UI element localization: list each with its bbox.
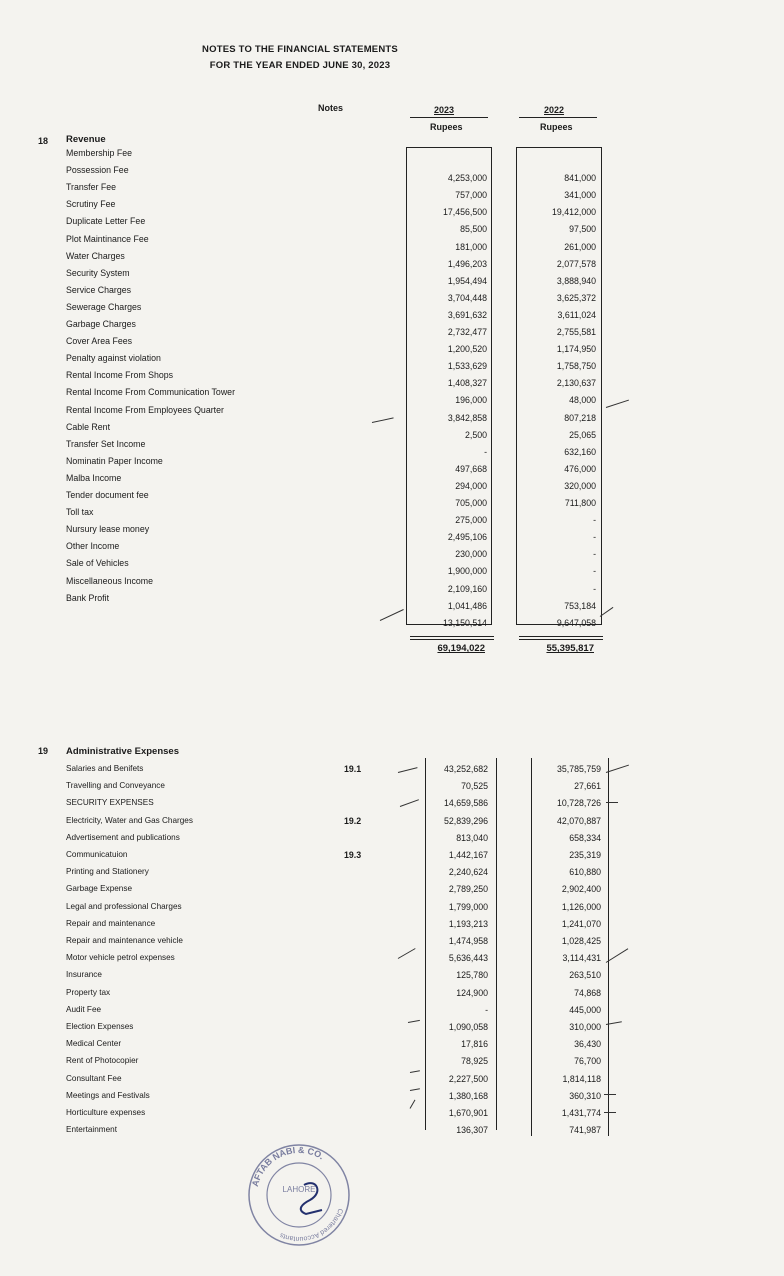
- admin-note-number: 19: [38, 746, 49, 756]
- expense-note-ref: 19.2: [344, 815, 362, 826]
- revenue-line-label: Tender document fee: [66, 490, 149, 500]
- revenue-value-2022: 341,000: [564, 190, 596, 201]
- expense-note-ref: 19.3: [344, 850, 362, 860]
- revenue-line-label: Toll tax: [66, 507, 94, 518]
- expense-line-label: Electricity, Water and Gas Charges: [66, 815, 193, 825]
- check-mark: [606, 948, 629, 963]
- revenue-line-label: Water Charges: [66, 250, 125, 261]
- revenue-line-label: Membership Fee: [66, 148, 133, 158]
- revenue-value-2022: 97,500: [569, 224, 596, 235]
- expense-line-label: Repair and maintenance vehicle: [66, 936, 183, 945]
- revenue-value-2023: 196,000: [455, 395, 487, 406]
- revenue-value-2022: 753,184: [564, 600, 596, 611]
- revenue-line-label: Cover Area Fees: [66, 336, 133, 347]
- revenue-value-2023: 3,691,632: [447, 309, 487, 320]
- expense-value-2022: 42,070,887: [556, 815, 601, 826]
- revenue-line-label: Rental Income From Shops: [66, 370, 174, 381]
- revenue-total-2022: 55,395,817: [546, 643, 594, 654]
- revenue-value-2022: 9,647,058: [556, 617, 596, 628]
- revenue-value-2022: 48,000: [569, 395, 596, 406]
- revenue-value-2022: 632,160: [564, 446, 596, 457]
- revenue-value-2022: 711,800: [564, 498, 596, 508]
- revenue-line-label: Rental Income From Communication Tower: [66, 387, 235, 398]
- expense-value-2023: 1,442,167: [448, 850, 488, 860]
- expense-value-2023: 1,380,168: [448, 1090, 488, 1101]
- revenue-line-label: Miscellaneous Income: [66, 575, 154, 586]
- check-mark: [410, 1070, 420, 1073]
- revenue-value-2023: 230,000: [455, 549, 487, 560]
- revenue-value-2023: 757,000: [455, 190, 487, 201]
- expense-line-label: Salaries and Benifets: [66, 764, 144, 773]
- expense-line-label: Travelling and Conveyance: [66, 781, 165, 791]
- expense-value-2022: 235,319: [569, 850, 601, 860]
- expense-value-2023: 1,474,958: [448, 936, 488, 946]
- revenue-value-2022: 2,130,637: [556, 378, 596, 389]
- expense-value-2022: 74,868: [574, 987, 601, 998]
- expense-line-label: Meetings and Festivals: [66, 1090, 150, 1100]
- revenue-line-label: Malba Income: [66, 472, 122, 483]
- expense-value-2022: 36,430: [574, 1039, 601, 1050]
- revenue-value-2023: 1,496,203: [447, 258, 487, 269]
- revenue-line-label: Other Income: [66, 541, 120, 552]
- expense-value-2023: 17,816: [461, 1039, 488, 1050]
- revenue-line-label: Security System: [66, 267, 130, 278]
- expense-value-2022: 741,987: [569, 1125, 601, 1136]
- expense-value-2023: 5,636,443: [448, 953, 488, 964]
- revenue-value-2023: 3,704,448: [447, 292, 487, 303]
- check-mark: [604, 1094, 616, 1095]
- expense-note-ref: 19.1: [344, 764, 362, 774]
- revenue-total-rule-2023: [410, 636, 494, 640]
- revenue-value-2022: -: [593, 566, 596, 577]
- unit-2023: Rupees: [430, 122, 463, 132]
- revenue-line-label: Bank Profit: [66, 592, 110, 603]
- revenue-line-label: Rental Income From Employees Quarter: [66, 404, 224, 415]
- expense-value-2023: 1,799,000: [448, 901, 488, 912]
- check-mark: [606, 400, 629, 408]
- revenue-value-2022: 25,065: [569, 429, 596, 440]
- expense-value-2023: 52,839,296: [443, 815, 488, 826]
- expense-value-2023: 124,900: [456, 987, 488, 998]
- admin-title: Administrative Expenses: [66, 746, 179, 757]
- expense-line-label: Election Expenses: [66, 1022, 134, 1031]
- revenue-line-label: Cable Rent: [66, 421, 111, 432]
- expense-line-label: Insurance: [66, 970, 102, 980]
- expense-value-2022: 1,814,118: [562, 1073, 601, 1084]
- revenue-value-2022: 261,000: [564, 241, 596, 252]
- revenue-value-2022: 2,077,578: [556, 258, 596, 269]
- revenue-value-2023: 1,954,494: [447, 275, 487, 286]
- revenue-line-label: Sewerage Charges: [66, 301, 142, 312]
- expense-value-2023: 125,780: [456, 970, 488, 981]
- revenue-value-2023: 1,408,327: [447, 378, 487, 389]
- expense-value-2022: 10,728,726: [556, 798, 601, 809]
- revenue-line-label: Nominatin Paper Income: [66, 455, 163, 466]
- expense-value-2022: 27,661: [574, 781, 601, 792]
- expense-value-2023: 78,925: [461, 1056, 488, 1067]
- revenue-line-label: Garbage Charges: [66, 319, 136, 329]
- revenue-line-label: Transfer Set Income: [66, 438, 146, 449]
- revenue-value-2022: 476,000: [564, 463, 596, 474]
- expense-line-label: Motor vehicle petrol expenses: [66, 953, 175, 963]
- revenue-line-label: Penalty against violation: [66, 353, 161, 364]
- revenue-value-2022: -: [593, 532, 596, 543]
- header-rule-2022: [519, 117, 597, 118]
- expense-line-label: Advertisement and publications: [66, 832, 180, 842]
- revenue-value-2022: -: [593, 549, 596, 560]
- svg-text:AFTAB NABI & CO.: [250, 1145, 326, 1188]
- auditor-stamp: [244, 1140, 354, 1250]
- revenue-value-2023: 1,200,520: [447, 344, 487, 355]
- notes-column-header: Notes: [318, 103, 344, 113]
- header-rule-2023: [410, 117, 488, 118]
- revenue-line-label: Possession Fee: [66, 165, 129, 176]
- revenue-value-2023: 1,900,000: [447, 566, 487, 577]
- revenue-value-2023: 705,000: [455, 498, 487, 508]
- expense-value-2023: 1,670,901: [448, 1108, 488, 1118]
- revenue-line-label: Plot Maintinance Fee: [66, 233, 149, 244]
- revenue-title: Revenue: [66, 134, 106, 145]
- check-mark: [606, 765, 629, 773]
- expense-value-2023: 14,659,586: [443, 798, 488, 809]
- revenue-value-2022: 1,174,950: [556, 344, 596, 355]
- revenue-value-2022: 320,000: [564, 480, 596, 491]
- revenue-value-2022: 841,000: [564, 173, 596, 184]
- expense-line-label: Property tax: [66, 987, 111, 997]
- expense-line-label: Printing and Stationery: [66, 867, 149, 877]
- expense-value-2023: -: [485, 1004, 488, 1015]
- revenue-value-2023: 1,533,629: [447, 361, 487, 372]
- revenue-line-label: Service Charges: [66, 284, 132, 295]
- expense-line-label: Repair and maintenance: [66, 918, 156, 928]
- stamp-firm-name: AFTAB NABI & CO.: [249, 1144, 326, 1188]
- revenue-line-label: Duplicate Letter Fee: [66, 216, 146, 227]
- revenue-value-2022: -: [593, 515, 596, 526]
- stamp-city: LAHORE: [282, 1185, 316, 1194]
- revenue-value-2022: -: [593, 583, 596, 594]
- revenue-value-2022: 1,758,750: [556, 361, 596, 372]
- expense-value-2022: 2,902,400: [561, 884, 601, 895]
- revenue-value-2023: 2,109,160: [447, 583, 487, 594]
- revenue-value-2023: 275,000: [455, 515, 487, 526]
- revenue-note-number: 18: [38, 136, 49, 146]
- revenue-value-2023: 4,253,000: [447, 173, 487, 184]
- expense-value-2023: 70,525: [461, 781, 488, 792]
- revenue-value-2023: -: [484, 446, 487, 457]
- expense-line-label: Rent of Photocopier: [66, 1056, 139, 1066]
- expense-value-2023: 136,307: [456, 1125, 488, 1136]
- revenue-line-label: Scrutiny Fee: [66, 199, 116, 210]
- expense-value-2023: 2,240,624: [448, 867, 488, 878]
- expense-value-2022: 360,310: [569, 1090, 601, 1101]
- revenue-value-2022: 2,755,581: [556, 327, 596, 337]
- expense-value-2022: 1,241,070: [561, 918, 601, 929]
- revenue-value-2023: 2,732,477: [447, 327, 487, 337]
- expense-value-2022: 1,028,425: [561, 936, 601, 946]
- revenue-value-2023: 294,000: [455, 480, 487, 491]
- revenue-value-2022: 3,888,940: [556, 275, 596, 286]
- revenue-line-label: Transfer Fee: [66, 182, 117, 193]
- expense-line-label: Garbage Expense: [66, 884, 132, 894]
- revenue-value-2023: 181,000: [455, 241, 487, 252]
- expense-value-2023: 2,789,250: [448, 884, 488, 895]
- revenue-value-2023: 2,495,106: [447, 532, 487, 543]
- expense-value-2022: 3,114,431: [562, 953, 601, 964]
- revenue-value-2022: 807,218: [564, 412, 596, 423]
- expense-value-2022: 263,510: [569, 970, 601, 981]
- expense-line-label: Entertainment: [66, 1125, 117, 1135]
- revenue-value-2022: 3,611,024: [557, 309, 596, 320]
- revenue-value-2023: 13,150,514: [442, 617, 487, 628]
- revenue-line-label: Sale of Vehicles: [66, 558, 129, 569]
- expense-value-2023: 813,040: [456, 832, 488, 843]
- year-2022-header: 2022: [544, 105, 565, 115]
- revenue-value-2022: 3,625,372: [556, 292, 596, 303]
- revenue-value-2023: 17,456,500: [442, 207, 487, 218]
- expense-value-2023: 1,193,213: [448, 918, 488, 929]
- expense-value-2023: 1,090,058: [448, 1022, 488, 1032]
- expense-value-2022: 445,000: [569, 1004, 601, 1015]
- expense-value-2022: 610,880: [569, 867, 601, 878]
- expense-line-label: Audit Fee: [66, 1004, 102, 1014]
- revenue-total-rule-2022: [519, 636, 603, 640]
- expense-value-2022: 76,700: [574, 1056, 601, 1067]
- revenue-value-2022: 19,412,000: [551, 207, 596, 218]
- revenue-value-2023: 85,500: [460, 224, 487, 235]
- expense-value-2023: 2,227,500: [448, 1073, 488, 1084]
- expense-value-2022: 35,785,759: [556, 764, 601, 774]
- expense-line-label: Medical Center: [66, 1039, 122, 1049]
- statement-heading: NOTES TO THE FINANCIAL STATEMENTS: [202, 44, 398, 55]
- expense-value-2022: 658,334: [569, 832, 601, 843]
- expense-line-label: SECURITY EXPENSES: [66, 798, 154, 808]
- expense-value-2022: 310,000: [569, 1022, 601, 1032]
- expense-value-2022: 1,126,000: [561, 901, 601, 912]
- expense-value-2023: 43,252,682: [443, 764, 488, 774]
- revenue-total-2023: 69,194,022: [437, 643, 485, 654]
- stamp-designation: Chartered Accountants: [278, 1207, 344, 1243]
- revenue-line-label: Nursury lease money: [66, 524, 150, 535]
- revenue-value-2023: 2,500: [464, 429, 487, 440]
- revenue-value-2023: 3,842,858: [447, 412, 487, 423]
- expense-line-label: Consultant Fee: [66, 1073, 122, 1083]
- check-mark: [372, 417, 394, 423]
- check-mark: [604, 1112, 616, 1113]
- revenue-value-2023: 497,668: [455, 463, 487, 474]
- statement-period: FOR THE YEAR ENDED JUNE 30, 2023: [209, 60, 391, 71]
- revenue-value-2023: 1,041,486: [447, 600, 487, 611]
- expense-value-2022: 1,431,774: [561, 1108, 601, 1118]
- check-mark: [606, 802, 618, 803]
- check-mark: [380, 609, 404, 621]
- year-2023-header: 2023: [434, 105, 455, 115]
- expense-line-label: Communicatuion: [66, 850, 128, 859]
- expense-line-label: Horticulture expenses: [66, 1108, 146, 1117]
- expense-line-label: Legal and professional Charges: [66, 901, 182, 911]
- unit-2022: Rupees: [540, 122, 573, 132]
